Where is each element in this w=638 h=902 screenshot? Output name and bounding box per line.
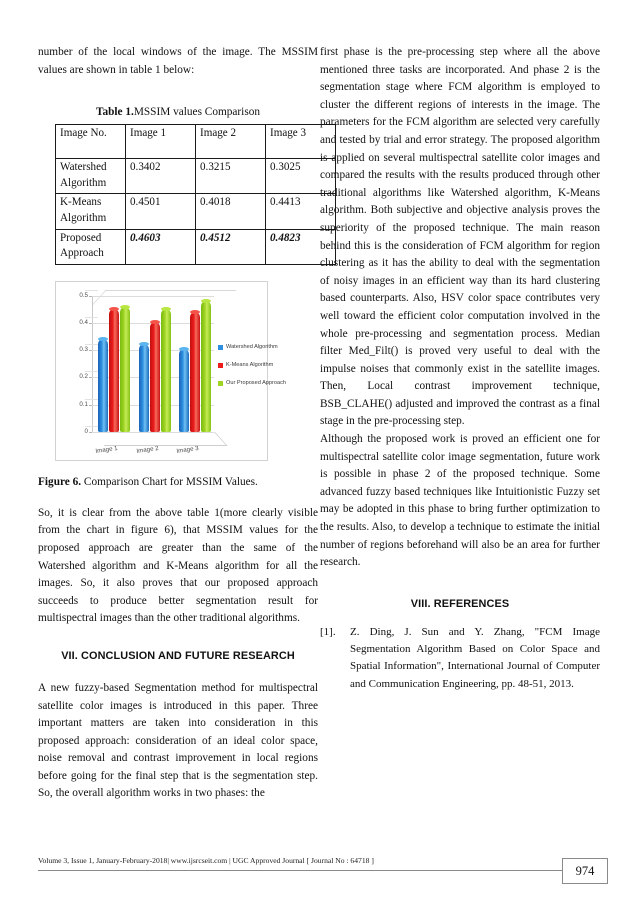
chart-legend-swatch [218,345,223,350]
reference-number: [1]. [320,625,336,638]
chart-y-tickmark [89,432,92,433]
figure-caption-text: Comparison Chart for MSSIM Values. [81,475,258,488]
chart-y-tick-label: 0 [84,427,88,435]
chart-gridline-depth [84,399,98,400]
chart-y-tick-label: 0.1 [79,400,88,408]
chart-bar-top [109,307,119,311]
reference-item [320,624,600,693]
table-header-cell: Image 1 [126,125,196,159]
conclusion-heading: VII. CONCLUSION AND FUTURE RESEARCH [61,649,295,662]
chart-y-tickmark [89,296,92,297]
chart-floor [92,432,228,446]
figure-caption [38,475,318,490]
chart-x-tick-label: Image 2 [135,444,159,455]
chart-plot-area [79,291,214,455]
chart-bar [109,309,119,431]
chart-legend-item [218,344,278,351]
table-caption-label: Table 1. [95,106,134,119]
table-cell: 0.3402 [126,159,196,194]
chart-gridline-depth [84,344,98,345]
footer-divider [38,870,562,871]
chart-bar [98,339,108,432]
table-cell: 0.3025 [266,159,336,194]
future-work-paragraph: Although the proposed work is proved an efficient one for multispectral satellite color image segmentation, future work is possible in phase 2 of the proposed technique. Some advanced fuzzy based techniques like Intuitionistic Fuzzy set may be adopted in this phase to bring further optimization to the results. Also, to develop a technique to estimate the initial number of regions beforehand will also be an area for further research. [320,433,600,569]
chart-bar-top [201,299,211,303]
chart-bar [201,301,211,432]
chart-y-tickmark [89,323,92,324]
chart-legend-label: Watershed Algorithm [226,344,278,351]
left-column [38,44,318,803]
chart-bar [150,322,160,431]
chart-bar-top [98,337,108,341]
footer-text: Volume 3, Issue 1, January-February-2018| www.ijsrcseit.com | UGC Approved Journal [ Journal No : 64718 ] [38,856,374,865]
references-heading: VIII. REFERENCES [410,597,510,610]
continuation-paragraph: first phase is the pre-processing step where all the above mentioned three tasks are incorporated. And phase 2 is the segmentation stage where FCM algorithm is employed to cluster the different regions of interests in the image. The parameters for the FCM algorithm are selected very carefully and tested by trial and error strategy. The proposed algorithm is applied on several multispectral satellite color images and compared the results with the results produced through other traditional algorithms like Watershed algorithm, K-Means algorithm. Both subjective and objective analysis proves the superiority of the proposed technique. The main reason behind this is the consideration of FCM algorithm for region clustering as it has the ability to deal with the segmentation of noisy images in an efficient way than its hard clustering based counterparts. Also, HSV color space contributes very well toward the efficient color computation involved in the whole pre-processing and segmentation process. Median filter Med_Filt() is proved very useful to deal with the impulse noises that commonly exist in the satellite images. Then, Local contrast improvement technique, BSB_CLAHE() adjusted and improved the contrast as a final stage in the pre-processing step. [320,46,600,428]
chart-bar-top [120,305,130,309]
table-row-label: Proposed Approach [56,229,126,264]
table-caption-text: MSSIM values Comparison [133,106,261,119]
table-cell: 0.4501 [126,194,196,229]
chart-bar-top [150,320,160,324]
chart-bar-top [139,342,149,346]
table-header-cell: Image 3 [266,125,336,159]
table-cell-emphasis: 0.4512 [196,229,266,264]
chart-legend-label: Our Proposed Approach [226,380,287,387]
table-cell-emphasis: 0.4603 [126,229,196,264]
chart-gridline [92,296,214,297]
chart-bar [161,309,171,432]
table-row-label: K-Means Algorithm [56,194,126,229]
table-header-cell: Image No. [56,125,126,159]
chart-legend-swatch [218,363,223,368]
table-cell: 0.3215 [196,159,266,194]
chart-gridline-depth [84,317,98,318]
chart-y-tick-label: 0.5 [79,291,88,299]
chart-y-tick-label: 0.4 [79,318,88,326]
chart-legend-item [218,362,274,369]
mssim-table [55,124,336,265]
table-cell: 0.4413 [266,194,336,229]
table-row [56,159,336,194]
chart-legend-item [218,380,287,387]
chart-x-tick-label: Image 3 [176,444,200,455]
chart-gridline-depth [84,290,98,291]
chart-gridline [92,432,214,433]
reference-text: Z. Ding, J. Sun and Y. Zhang, "FCM Image Segmentation Algorithm Based on Color Space and Spatial Information", International Journal of Computer and Communication Engineering, pp. 48-51, 2013. [350,625,600,690]
table-cell-emphasis: 0.4823 [266,229,336,264]
chart-bar [179,349,189,431]
chart-y-tick-label: 0.3 [79,346,88,354]
chart-bar [120,307,130,432]
chart-bar-top [161,307,171,311]
discussion-paragraph: So, it is clear from the above table 1(more clearly visible from the chart in figure 6), that MSSIM values for the proposed approach are greater than the same of the Watershed algorithm and K-Means algorithm for all the images. So, it also proves that our proposed approach succeeds to produce better segmentation result for multispectral images than the other traditional algorithms. [38,506,318,625]
intro-paragraph: number of the local windows of the image. The MSSIM values are shown in table 1 below: [38,46,318,76]
chart-bar [190,312,200,432]
chart-bar-top [190,310,200,314]
chart-x-tick-label: Image 1 [95,444,119,455]
chart-y-tickmark [89,350,92,351]
chart-legend-label: K-Means Algorithm [226,362,274,369]
chart-gridline-depth [84,426,98,427]
chart-y-tickmark [89,405,92,406]
chart-legend-swatch [218,381,223,386]
table-header-row [56,125,336,159]
table-cell: 0.4018 [196,194,266,229]
table-row [56,229,336,264]
chart-legend [218,344,287,398]
chart-bar-top [179,347,189,351]
page-number: 974 [562,858,608,884]
table-caption [38,105,318,119]
table-header-cell: Image 2 [196,125,266,159]
conclusion-paragraph: A new fuzzy-based Segmentation method for multispectral satellite color images is introduced in this paper. Three important matters are taken into consideration in this proposed approach: consideration of an ideal color space, noise removal and contrast improvement in local regions before going for the final step that is the segmentation step. So, the overall algorithm works in two phases: the [38,681,318,800]
mssim-comparison-chart [55,281,287,461]
chart-y-tick-label: 0.2 [79,373,88,381]
figure-caption-label: Figure 6. [38,475,82,488]
chart-y-tickmark [89,377,92,378]
chart-bar [139,344,149,431]
right-column [320,44,600,693]
table-row [56,194,336,229]
table-row-label: Watershed Algorithm [56,159,126,194]
